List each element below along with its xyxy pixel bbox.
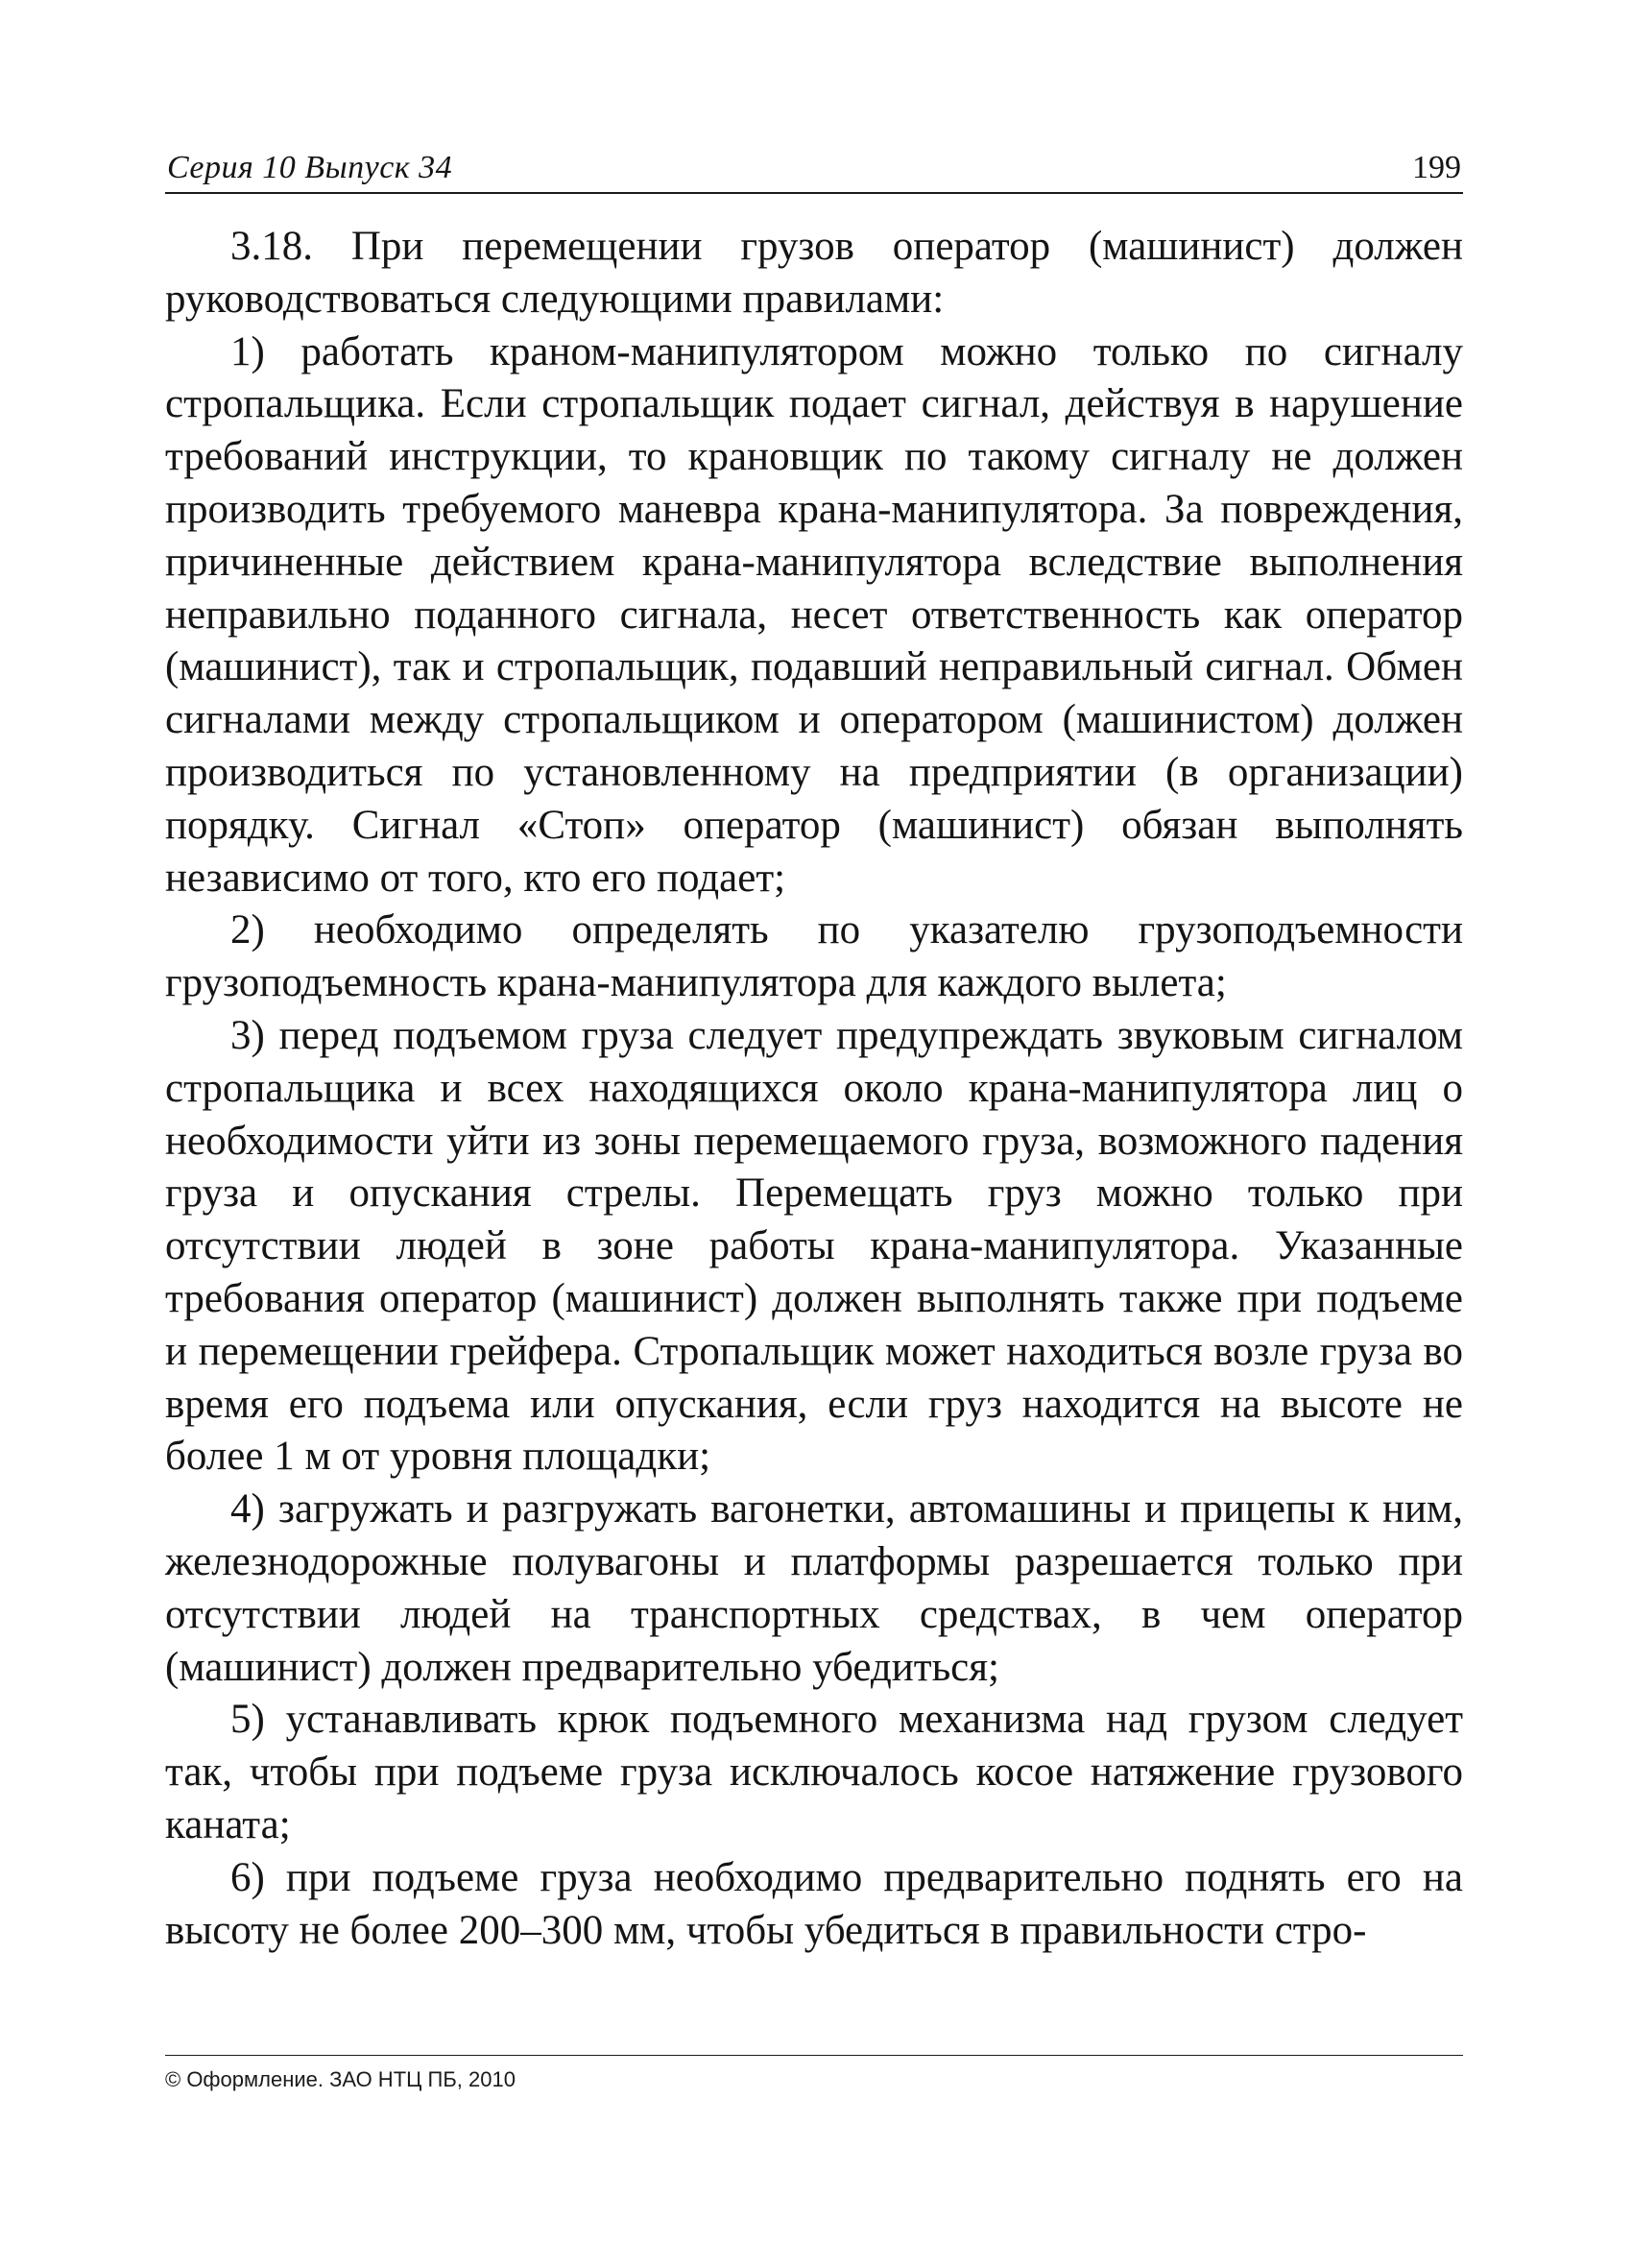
- list-item-3: 3) перед подъемом груза следует предупреждать звуковым сигналом стропальщика и всех находящихся около крана-манипулятора лиц о необходимости уйти из зоны перемещаемого груза, возможного падения груза и опускания стрелы. Перемещать груз можно только при отсутствии людей в зоне работы крана-манипулятора. Указанные требования оператор (машинист) должен выполнять также при подъеме и перемещении грейфера. Стропальщик может находиться возле груза во время его подъема или опускания, если груз находится на высоте не более 1 м от уровня площадки;: [165, 1012, 1463, 1480]
- paragraph-3-18: 3.18. При перемещении грузов оператор (машинист) должен руководствоваться следующими правилами:: [165, 224, 1463, 322]
- page-number: 199: [1412, 150, 1461, 185]
- list-item-2: 2) необходимо определять по указателю грузоподъемности грузоподъемность крана-манипулятора для каждого вылета;: [165, 907, 1463, 1006]
- list-item-4: 4) загружать и разгружать вагонетки, автомашины и прицепы к ним, железнодорожные полувагоны и платформы разрешается только при отсутствии людей на транспортных средствах, в чем оператор (машинист) должен предварительно убедиться;: [165, 1486, 1463, 1690]
- series-title: Серия 10 Выпуск 34: [167, 150, 453, 185]
- list-item-1: 1) работать краном-манипулятором можно только по сигналу стропальщика. Если стропальщик подает сигнал, действуя в нарушение требований инструкции, то крановщик по такому сигналу не должен производить требуемого маневра крана-манипулятора. За повреждения, причиненные действием крана-манипулятора вследствие выполнения неправильно поданного сигнала, несет ответственность как оператор (машинист), так и стропальщик, подавший неправильный сигнал. Обмен сигналами между стропальщиком и оператором (машинистом) должен производиться по установленному на предприятии (в организации) порядку. Сигнал «Стоп» оператор (машинист) обязан выполнять независимо от того, кто его подает;: [165, 328, 1463, 901]
- list-item-6: 6) при подъеме груза необходимо предварительно поднять его на высоту не более 200–300 мм, чтобы убедиться в правильности стро-: [165, 1854, 1463, 1953]
- page-footer: [165, 2055, 1463, 2091]
- running-header: [165, 144, 1463, 194]
- copyright-note: © Оформление. ЗАО НТЦ ПБ, 2010: [165, 2067, 516, 2091]
- list-item-5: 5) устанавливать крюк подъемного механизма над грузом следует так, чтобы при подъеме груза исключалось косое натяжение грузового каната;: [165, 1697, 1463, 1847]
- page-body: [165, 221, 1463, 1957]
